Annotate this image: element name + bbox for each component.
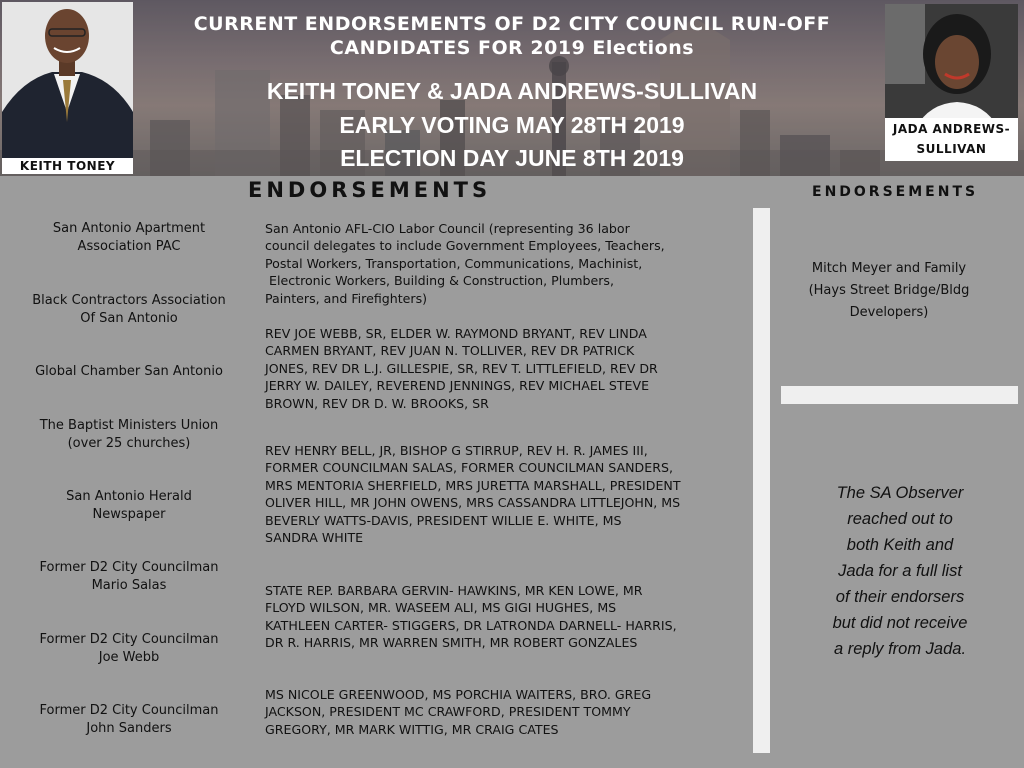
endorser-line: OLIVER HILL, MR JOHN OWENS, MRS CASSANDRA LITTLEJOHN, MS (265, 495, 681, 511)
note-line: a reply from Jada. (833, 640, 967, 658)
endorser-line: Painters, and Firefighters) (265, 290, 428, 306)
endorser-line: DR R. HARRIS, MR WARREN SMITH, MR ROBERT GONZALES (265, 635, 638, 651)
andrews-endorsement-item (786, 258, 992, 324)
andrews-endorser-line: Mitch Meyer and Family (811, 261, 967, 276)
banner-title (140, 12, 884, 60)
note-line: The SA Observer (836, 484, 964, 502)
endorser-line: JACKSON, PRESIDENT MC CRAWFORD, PRESIDENT TOMMY (265, 704, 631, 720)
org-line: Former D2 City Councilman (39, 632, 219, 647)
org-line: The Baptist Ministers Union (39, 418, 219, 433)
endorser-group-community (265, 442, 745, 546)
endorser-line: San Antonio AFL-CIO Labor Council (representing 36 labor (265, 221, 630, 236)
endorser-line: GREGORY, MR MARK WITTIG, MR CRAIG CATES (265, 721, 559, 737)
org-line: Mario Salas (91, 578, 167, 593)
keith-toney-caption: KEITH TONEY (2, 158, 133, 174)
endorser-line: Electronic Workers, Building & Construction, Plumbers, (265, 273, 614, 289)
org-item (16, 702, 242, 738)
endorser-line: council delegates to include Government Employees, Teachers, (265, 238, 665, 254)
endorser-group-officials (265, 582, 745, 652)
org-line: (over 25 churches) (67, 436, 191, 451)
section-divider (781, 386, 1018, 404)
org-line: Global Chamber San Antonio (35, 364, 223, 379)
candidates-line: KEITH TONEY & JADA ANDREWS-SULLIVAN (266, 78, 758, 104)
note-line: both Keith and (846, 536, 954, 554)
banner-title-line2: CANDIDATES FOR 2019 Elections (329, 37, 695, 59)
org-item (16, 631, 242, 667)
org-line: San Antonio Apartment (52, 221, 206, 236)
endorser-line: CARMEN BRYANT, REV JUAN N. TOLLIVER, REV DR PATRICK (265, 343, 635, 359)
org-line: Black Contractors Association (32, 293, 226, 308)
andrews-endorser-line: (Hays Street Bridge/Bldg (808, 283, 970, 298)
endorser-line: STATE REP. BARBARA GERVIN- HAWKINS, MR KEN LOWE, MR (265, 583, 643, 598)
org-line: San Antonio Herald (66, 489, 192, 504)
election-day-line: ELECTION DAY JUNE 8TH 2019 (340, 145, 684, 171)
portrait-man-icon (2, 2, 133, 174)
org-line: Of San Antonio (80, 311, 178, 326)
andrews-endorser-line: Developers) (849, 305, 929, 320)
endorser-line: FORMER COUNCILMAN SALAS, FORMER COUNCILMAN SANDERS, (265, 460, 673, 476)
endorser-line: Postal Workers, Transportation, Communications, Machinist, (265, 255, 643, 271)
keith-toney-photo (2, 2, 133, 174)
endorser-line: REV HENRY BELL, JR, BISHOP G STIRRUP, REV H. R. JAMES III, (265, 443, 648, 458)
endorser-line: BEVERLY WATTS-DAVIS, PRESIDENT WILLIE E. WHITE, MS (265, 512, 622, 528)
note-line: Jada for a full list (838, 562, 962, 580)
org-line: Former D2 City Councilman (39, 560, 219, 575)
endorser-line: MRS MENTORIA SHERFIELD, MRS JURETTA MARSHALL, PRESIDENT (265, 477, 681, 493)
org-line: Newspaper (92, 507, 166, 522)
endorser-line: FLOYD WILSON, MR. WASEEM ALI, MS GIGI HUGHES, MS (265, 600, 617, 616)
org-item (16, 488, 242, 524)
note-line: reached out to (847, 510, 953, 528)
jada-andrews-sullivan-caption (885, 118, 1018, 161)
endorser-group-labor (265, 220, 745, 307)
jada-caption-line2: SULLIVAN (916, 142, 987, 156)
org-item (16, 363, 242, 381)
jada-caption-line1: JADA ANDREWS- (892, 122, 1011, 136)
org-line: Former D2 City Councilman (39, 703, 219, 718)
column-divider (753, 208, 770, 753)
early-voting-line: EARLY VOTING MAY 28TH 2019 (339, 112, 685, 138)
header-banner (0, 0, 1024, 176)
note-line: of their endorsers (835, 588, 965, 606)
endorser-line: MS NICOLE GREENWOOD, MS PORCHIA WAITERS, BRO. GREG (265, 687, 652, 702)
toney-endorsements-heading: ENDORSEMENTS (248, 178, 492, 202)
org-item (16, 220, 242, 256)
org-line: John Sanders (86, 721, 172, 736)
observer-note (800, 480, 1000, 662)
org-line: Association PAC (77, 239, 181, 254)
org-line: Joe Webb (98, 650, 160, 665)
org-item (16, 417, 242, 453)
org-item (16, 559, 242, 595)
note-line: but did not receive (832, 614, 968, 632)
endorser-line: REV JOE WEBB, SR, ELDER W. RAYMOND BRYANT, REV LINDA (265, 326, 647, 341)
endorser-line: JONES, REV DR L.J. GILLESPIE, SR, REV T. LITTLEFIELD, REV DR (265, 360, 658, 376)
endorser-line: SANDRA WHITE (265, 530, 364, 546)
endorser-group-residents (265, 686, 745, 738)
endorser-line: BROWN, REV DR D. W. BROOKS, SR (265, 395, 489, 411)
endorser-line: JERRY W. DAILEY, REVEREND JENNINGS, REV MICHAEL STEVE (265, 378, 650, 394)
org-item (16, 292, 242, 328)
endorser-group-ministers (265, 325, 745, 412)
endorser-line: KATHLEEN CARTER- STIGGERS, DR LATRONDA DARNELL- HARRIS, (265, 617, 677, 633)
banner-title-line1: CURRENT ENDORSEMENTS OF D2 CITY COUNCIL RUN-OFF (193, 13, 831, 35)
andrews-endorsements-heading: ENDORSEMENTS (812, 184, 979, 200)
